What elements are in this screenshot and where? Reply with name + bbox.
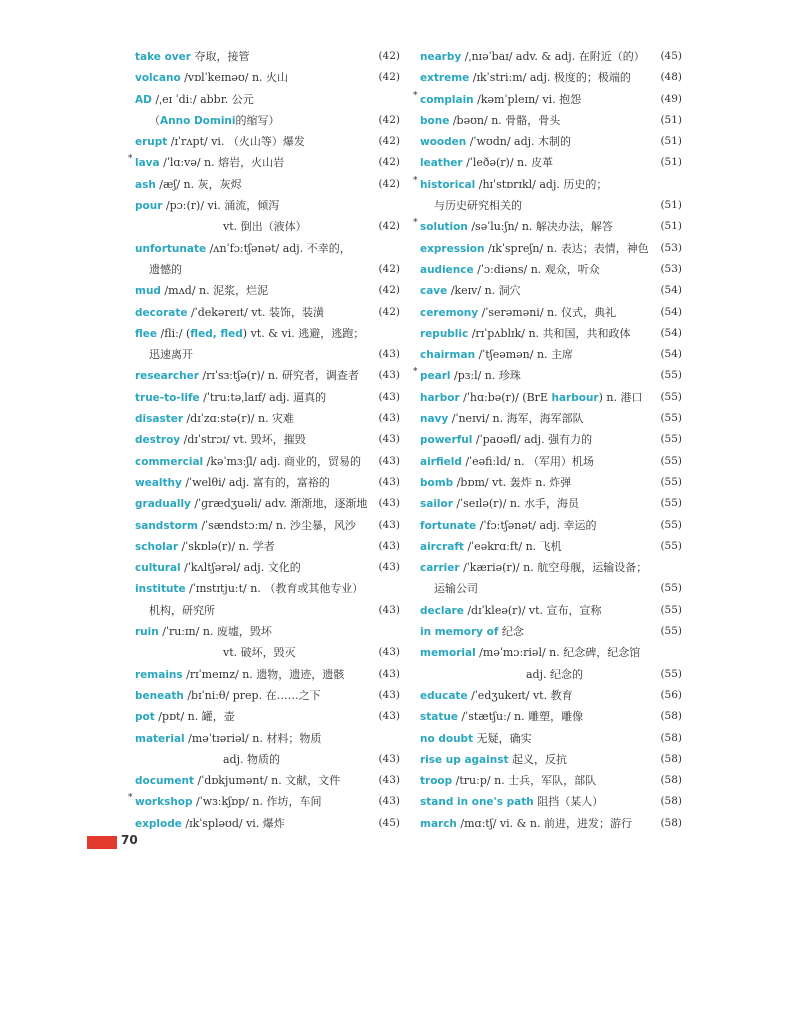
entry-definition: /dɪˈkleə(r)/ vt. 宣布，宣称: [463, 603, 602, 617]
vocab-entry-line: [135, 216, 400, 237]
entry-definition: /pɒt/ n. 罐，壶: [154, 710, 235, 724]
vocab-entry-line: [420, 429, 682, 450]
page-reference: (55): [660, 454, 682, 467]
vocab-entry-line: [413, 216, 682, 237]
vocab-entry-line: [420, 46, 682, 67]
headword: remains: [135, 668, 183, 681]
vocab-entry-line: [135, 451, 400, 472]
vocab-entry-line: [420, 280, 682, 301]
key-word-star-icon: *: [128, 793, 133, 804]
entry-definition: /ˈdɒkjumənt/ n. 文献，文件: [194, 774, 341, 788]
headword: cultural: [135, 562, 181, 575]
vocab-entry-line: [135, 664, 400, 685]
page-reference: (55): [660, 518, 682, 531]
entry-definition: 的缩写）: [235, 113, 280, 127]
entry-definition: /ˈwelθi/ adj. 富有的，富裕的: [181, 475, 330, 489]
entry-definition: /ˈdekəreɪt/ vt. 装饰，装潢: [187, 305, 324, 319]
page-reference: (51): [660, 220, 682, 233]
page-reference: (43): [378, 688, 400, 701]
entry-definition: /dɪˈzɑːstə(r)/ n. 灾难: [183, 412, 295, 426]
headword: extreme: [420, 72, 470, 85]
page-reference: (55): [660, 603, 682, 616]
page-reference: (43): [378, 518, 400, 531]
page-reference: (55): [660, 539, 682, 552]
page-reference: (43): [378, 475, 400, 488]
headword: AD: [135, 93, 152, 106]
page-reference: (43): [378, 603, 400, 616]
vocab-entry-line: [413, 365, 682, 386]
page-reference: (55): [660, 433, 682, 446]
entry-definition: /bɪˈniːθ/ prep. 在……之下: [183, 688, 321, 702]
headword: rise up against: [420, 753, 509, 766]
entry-definition: /dɪˈstrɔɪ/ vt. 毁坏，摧毁: [180, 433, 306, 447]
vocab-entry-line: [135, 344, 400, 365]
page-reference: (58): [660, 731, 682, 744]
entry-definition: /səˈluːʃn/ n. 解决办法，解答: [467, 220, 613, 234]
headword: bone: [420, 114, 450, 127]
page-reference: (58): [660, 752, 682, 765]
entry-definition: /ˈneɪvi/ n. 海军，海军部队: [448, 412, 584, 426]
headword: navy: [420, 413, 449, 426]
entry-definition: /ˌeɪ ˈdiː/ abbr. 公元: [151, 92, 254, 106]
entry-definition: /ˈwʊdn/ adj. 木制的: [466, 135, 572, 149]
page-reference: (45): [378, 816, 400, 829]
headword: republic: [420, 327, 469, 340]
vocab-entry-line: [420, 536, 682, 557]
entry-definition: /vɒlˈkeɪnəʊ/ n. 火山: [180, 71, 289, 85]
headword: statue: [420, 711, 458, 724]
vocab-entry-line: [420, 749, 682, 770]
headword: chairman: [420, 349, 476, 362]
page-reference: (43): [378, 646, 400, 659]
headword: commercial: [135, 455, 204, 468]
page-reference: (42): [378, 135, 400, 148]
vocab-entry-line: [420, 67, 682, 88]
vocab-entry-line: [135, 259, 400, 280]
entry-definition: /ˈserəməni/ n. 仪式，典礼: [478, 305, 617, 319]
entry-definition: /kəˈmɜːʃl/ adj. 商业的，贸易的: [203, 454, 361, 468]
headword: carrier: [420, 562, 460, 575]
vocab-entry-line: [135, 706, 400, 727]
page-reference: (51): [660, 135, 682, 148]
page-reference: (42): [378, 262, 400, 275]
page-reference: (58): [660, 795, 682, 808]
headword: sandstorm: [135, 519, 198, 532]
headword: ruin: [135, 626, 159, 639]
vocab-entry-line: [135, 728, 400, 749]
entry-definition: 机构，研究所: [149, 603, 215, 617]
headword: leather: [420, 157, 463, 170]
entry-definition: 阻挡（某人）: [533, 795, 604, 809]
headword: troop: [420, 775, 453, 788]
vocab-entry-line: [135, 110, 400, 131]
page-reference: (55): [660, 369, 682, 382]
page-reference: (43): [378, 667, 400, 680]
entry-definition: /mɑːtʃ/ vi. & n. 前进，进发；游行: [456, 816, 632, 830]
entry-definition: 与历史研究相关的: [434, 199, 522, 213]
entry-definition: /ˈɔːdiəns/ n. 观众，听众: [473, 262, 600, 276]
headword: educate: [420, 689, 468, 702]
page-number-accent-bar: [87, 836, 117, 849]
vocab-entry-line: [135, 387, 400, 408]
page-reference: (55): [660, 475, 682, 488]
headword: decorate: [135, 306, 188, 319]
page-reference: (43): [378, 539, 400, 552]
entry-definition: /ɪkˈspreʃn/ n. 表达；表情，神色: [484, 241, 649, 255]
headword: scholar: [135, 540, 179, 553]
headword: institute: [135, 583, 186, 596]
vocab-entry-line: [420, 302, 682, 323]
page-reference: (43): [378, 454, 400, 467]
headword: aircraft: [420, 540, 464, 553]
vocab-entry-line: [420, 451, 682, 472]
vocab-entry-line: [420, 152, 682, 173]
vocab-entry-line: [135, 813, 400, 834]
entry-definition: /ˈkæriə(r)/ n. 航空母舰，运输设备；: [459, 561, 648, 575]
page-reference: (43): [378, 710, 400, 723]
entry-definition: vt. 破坏，毁灭: [223, 646, 296, 660]
vocab-entry-line: [135, 89, 400, 110]
page-reference: (53): [660, 262, 682, 275]
entry-definition: /ɪˈrʌpt/ vi. （火山等）爆发: [167, 135, 305, 149]
headword: wealthy: [135, 476, 182, 489]
headword: beneath: [135, 689, 184, 702]
vocab-entry-line: [420, 813, 682, 834]
vocab-entry-line: [420, 728, 682, 749]
headword: pour: [135, 200, 163, 213]
vocab-entry-line: [135, 365, 400, 386]
vocab-entry-line: [135, 621, 400, 642]
vocab-entry-line: [135, 46, 400, 67]
vocab-entry-line: [135, 749, 400, 770]
page-reference: (54): [660, 348, 682, 361]
entry-definition: /ˈtruːtəˌlaɪf/ adj. 逼真的: [199, 390, 327, 404]
vocab-entry-line: [420, 472, 682, 493]
vocab-entry-line: [420, 600, 682, 621]
headword: unfortunate: [135, 242, 207, 255]
vocab-entry-line: [420, 664, 682, 685]
vocab-entry-line: [420, 493, 682, 514]
entry-definition: /truːp/ n. 士兵，军队，部队: [452, 774, 597, 788]
vocab-entry-line: [420, 685, 682, 706]
vocab-entry-line: [135, 493, 400, 514]
headword: material: [135, 732, 185, 745]
page-reference: (54): [660, 305, 682, 318]
entry-definition: /ˈedʒukeɪt/ vt. 教育: [467, 688, 573, 702]
vocab-entry-line: [128, 791, 400, 812]
entry-definition: adj. 物质的: [223, 752, 281, 766]
page-reference: (55): [660, 412, 682, 425]
vocab-entry-line: [135, 67, 400, 88]
vocab-entry-line: [135, 578, 400, 599]
vocab-entry-line: [135, 238, 400, 259]
headword: march: [420, 817, 457, 830]
entry-definition: 无疑，确实: [473, 731, 532, 745]
vocab-entry-line: [420, 238, 682, 259]
headword: solution: [420, 221, 468, 234]
headword: fortunate: [420, 519, 477, 532]
entry-definition: /bəʊn/ n. 骨骼，骨头: [449, 113, 561, 127]
headword: lava: [135, 157, 160, 170]
headword: mud: [135, 285, 161, 298]
entry-definition: /hɪˈstɒrɪkl/ adj. 历史的；: [475, 177, 608, 191]
vocab-entry-line: [420, 557, 682, 578]
vocab-entry-line: [420, 110, 682, 131]
headword: disaster: [135, 413, 184, 426]
page-reference: (42): [378, 71, 400, 84]
page-reference: (58): [660, 710, 682, 723]
entry-definition: 夺取，接管: [190, 50, 250, 63]
headword: declare: [420, 604, 464, 617]
headword: harbor: [420, 391, 460, 404]
vocab-entry-line: [135, 302, 400, 323]
entry-definition: 迅速离开: [149, 348, 193, 362]
entry-definition: /ɪkˈstriːm/ adj. 极度的；极端的: [469, 71, 631, 85]
page-reference: (42): [378, 284, 400, 297]
vocab-entry-line: [420, 515, 682, 536]
entry-definition: /pɔː(r)/ vi. 涌流，倾泻: [162, 199, 280, 213]
headword: powerful: [420, 434, 473, 447]
key-word-star-icon: *: [413, 90, 418, 101]
headword: stand in one's path: [420, 796, 534, 809]
headword: historical: [420, 178, 476, 191]
headword: memorial: [420, 647, 476, 660]
vocab-entry-line: [135, 174, 400, 195]
page-reference: (43): [378, 752, 400, 765]
headword: nearby: [420, 51, 462, 63]
page-reference: (48): [660, 71, 682, 84]
headword: document: [135, 775, 194, 788]
entry-prefix: （: [149, 113, 160, 127]
vocab-entry-line: [420, 578, 682, 599]
key-word-star-icon: *: [128, 154, 133, 165]
headword: ash: [135, 178, 156, 191]
entry-definition: /ˈlɑːvə/ n. 熔岩，火山岩: [159, 156, 285, 170]
entry-definition: /ˈtʃeəmən/ n. 主席: [475, 348, 574, 362]
entry-definition: /kəmˈpleɪn/ vi. 抱怨: [473, 92, 582, 106]
entry-definition: /ʌnˈfɔːtʃənət/ adj. 不幸的，: [206, 241, 351, 255]
vocab-entry-line: [413, 89, 682, 110]
vocab-entry-line: [135, 323, 400, 344]
vocab-entry-line: [420, 195, 682, 216]
page-reference: (58): [660, 774, 682, 787]
key-word-star-icon: *: [413, 175, 418, 186]
page-reference: (43): [378, 795, 400, 808]
entry-definition: /rɪˈsɜːtʃə(r)/ n. 研究者，调查者: [198, 369, 359, 383]
entry-definition-continued: ) vt. & vi. 逃避，逃跑；: [242, 326, 365, 340]
entry-definition: /bɒm/ vt. 轰炸 n. 炸弹: [453, 475, 572, 489]
page-reference: (54): [660, 284, 682, 297]
entry-definition: 遗憾的: [149, 262, 182, 276]
entry-definition: /ˈeəfiːld/ n. （军用）机场: [461, 454, 595, 468]
page-reference: (49): [660, 92, 682, 105]
headword: airfield: [420, 455, 462, 468]
entry-definition: /ˈɪnstɪtjuːt/ n. （教育或其他专业）: [185, 582, 364, 596]
vocab-entry-line: [135, 515, 400, 536]
key-word-star-icon: *: [413, 367, 418, 378]
page-reference: (51): [660, 199, 682, 212]
entry-definition: /rɪˈmeɪnz/ n. 遗物，遗迹，遗骸: [182, 667, 345, 681]
entry-definition: /ˈpaʊəfl/ adj. 强有力的: [472, 433, 593, 447]
headword: volcano: [135, 72, 181, 85]
page-reference: (43): [378, 561, 400, 574]
page-reference: (55): [660, 497, 682, 510]
entry-definition: /ˈwɜːkʃɒp/ n. 作坊，车间: [192, 795, 322, 809]
page-reference: (43): [378, 369, 400, 382]
entry-definition: 纪念: [498, 625, 524, 639]
vocab-entry-line: [413, 174, 682, 195]
vocab-entry-line: [420, 387, 682, 408]
headword: sailor: [420, 498, 453, 511]
entry-definition: /mʌd/ n. 泥浆，烂泥: [160, 284, 269, 298]
headword: pearl: [420, 370, 451, 383]
entry-definition: /ˈseɪlə(r)/ n. 水手，海员: [452, 497, 579, 511]
page-reference: (42): [378, 220, 400, 233]
vocab-entry-line: [135, 685, 400, 706]
entry-definition: /ˈfɔːtʃənət/ adj. 幸运的: [476, 518, 597, 532]
page-reference: (42): [378, 305, 400, 318]
headword: flee: [135, 327, 158, 340]
page-reference: (43): [378, 433, 400, 446]
page-reference: (42): [378, 50, 400, 62]
page-reference: (55): [660, 625, 682, 638]
headword: complain: [420, 93, 474, 106]
headword: destroy: [135, 434, 181, 447]
page-reference: (54): [660, 326, 682, 339]
headword: cave: [420, 285, 448, 298]
vocab-entry-line: [135, 429, 400, 450]
headword: in memory of: [420, 626, 499, 639]
page-reference: (42): [378, 177, 400, 190]
headword: no doubt: [420, 732, 474, 745]
headword: gradually: [135, 498, 191, 511]
vocab-entry-line: [420, 791, 682, 812]
key-word-star-icon: *: [413, 218, 418, 229]
entry-definition: /ˈsændstɔːm/ n. 沙尘暴，风沙: [197, 518, 356, 532]
vocab-entry-line: [420, 259, 682, 280]
entry-definition: vt. 倒出（液体）: [223, 220, 307, 234]
entry-definition: /ˈhɑːbə(r)/ (BrE: [459, 390, 552, 404]
page-reference: (43): [378, 497, 400, 510]
vocab-entry-line: [420, 706, 682, 727]
vocab-entry-line: [135, 536, 400, 557]
headword-variant: fled, fled: [190, 327, 243, 340]
entry-definition: /ˈkʌltʃərəl/ adj. 文化的: [180, 561, 301, 575]
headword: true-to-life: [135, 391, 200, 404]
page-reference: (43): [378, 348, 400, 361]
entry-definition: 运输公司: [434, 582, 478, 596]
vocabulary-column-right: [413, 46, 682, 834]
headword: expression: [420, 242, 485, 255]
vocab-entry-line: [420, 344, 682, 365]
entry-definition: /məˈmɔːriəl/ n. 纪念碑，纪念馆: [475, 646, 641, 660]
vocab-entry-line: [420, 131, 682, 152]
entry-definition: /ˈskɒlə(r)/ n. 学者: [178, 539, 275, 553]
entry-definition: /ˈruːɪn/ n. 废墟，毁坏: [158, 625, 272, 639]
vocab-entry-line: [420, 408, 682, 429]
page-reference: (43): [378, 774, 400, 787]
vocab-entry-line: [135, 770, 400, 791]
page-reference: (42): [378, 113, 400, 126]
page-number: 70: [121, 833, 138, 847]
headword: audience: [420, 263, 474, 276]
vocab-entry-line: [135, 131, 400, 152]
headword: pot: [135, 711, 155, 724]
page-reference: (51): [660, 113, 682, 126]
vocabulary-column-left: [128, 46, 400, 834]
headword-variant: harbour: [551, 391, 599, 404]
vocab-entry-line: [420, 621, 682, 642]
headword: explode: [135, 817, 182, 830]
entry-definition: /ˌnɪəˈbaɪ/ adv. & adj. 在附近（的）: [461, 50, 645, 63]
headword: researcher: [135, 370, 199, 383]
page-reference: (43): [378, 390, 400, 403]
entry-definition: /rɪˈpʌblɪk/ n. 共和国，共和政体: [468, 326, 631, 340]
vocab-entry-line: [420, 642, 682, 663]
entry-definition: /ˈeəkrɑːft/ n. 飞机: [463, 539, 562, 553]
page-reference: (53): [660, 241, 682, 254]
vocab-entry-line: [420, 323, 682, 344]
page-reference: (43): [378, 412, 400, 425]
vocab-entry-line: [135, 408, 400, 429]
headword: workshop: [135, 796, 193, 809]
entry-definition: /pɜːl/ n. 珍珠: [450, 369, 521, 383]
entry-definition: adj. 纪念的: [526, 667, 584, 681]
vocab-entry-line: [128, 152, 400, 173]
page-reference: (51): [660, 156, 682, 169]
page-reference: (55): [660, 582, 682, 595]
headword: ceremony: [420, 306, 479, 319]
entry-definition: /ˈstætʃuː/ n. 雕塑，雕像: [457, 710, 584, 724]
headword: bomb: [420, 476, 454, 489]
entry-definition: /ˈleðə(r)/ n. 皮革: [462, 156, 554, 170]
entry-definition: 起义，反抗: [508, 752, 567, 766]
headword: erupt: [135, 136, 168, 149]
entry-definition: /fliː/ (: [157, 326, 191, 340]
entry-definition: /ˈɡrædʒuəli/ adv. 渐渐地，逐渐地: [190, 497, 368, 511]
vocab-entry-line: [135, 280, 400, 301]
vocab-entry-line: [420, 770, 682, 791]
entry-definition: /ɪkˈspləʊd/ vi. 爆炸: [181, 816, 285, 830]
vocab-entry-line: [135, 557, 400, 578]
vocab-entry-line: [135, 642, 400, 663]
entry-definition: /æʃ/ n. 灰，灰烬: [155, 177, 242, 191]
headword: wooden: [420, 136, 467, 149]
vocab-entry-line: [135, 195, 400, 216]
entry-definition-continued: ) n. 港口: [598, 390, 643, 404]
entry-definition: /məˈtɪəriəl/ n. 材料；物质: [184, 731, 322, 745]
entry-definition: /keɪv/ n. 洞穴: [447, 284, 521, 298]
page-reference: (58): [660, 816, 682, 829]
page-reference: (55): [660, 667, 682, 680]
page-reference: (45): [660, 50, 682, 62]
vocab-entry-line: [135, 472, 400, 493]
page-reference: (42): [378, 156, 400, 169]
vocab-entry-line: [135, 600, 400, 621]
page-reference: (56): [660, 688, 682, 701]
headword: Anno Domini: [160, 114, 236, 127]
page-reference: (55): [660, 390, 682, 403]
headword: take over: [135, 51, 191, 63]
